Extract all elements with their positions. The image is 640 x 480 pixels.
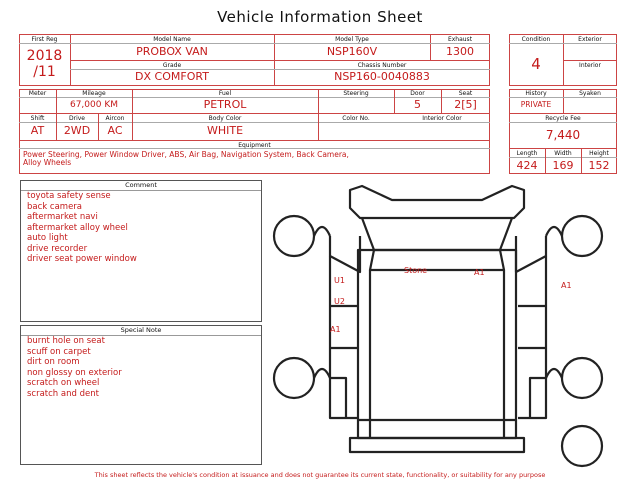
height-value: 152 [588,159,610,172]
chassis-value: NSP160-0040883 [334,70,430,83]
chassis-label: Chassis Number [357,62,407,69]
model-name-label: Model Name [153,36,191,43]
list-item: scratch on wheel [27,378,100,388]
equipment-line-2: Alloy Wheels [23,158,72,167]
meter-label: Meter [28,90,47,97]
list-item: drive recorder [27,243,88,254]
rear-bumper [350,438,524,452]
body-color-value: WHITE [206,124,244,137]
model-type-label: Model Type [335,36,369,43]
equipment-label: Equipment [238,142,271,149]
interior-color-label: Interior Color [422,115,462,122]
list-item: non glossy on exterior [27,367,122,378]
fuel-value: PETROL [203,98,247,111]
seat-label: Seat [458,90,473,97]
body-color-label: Body Color [208,115,242,122]
history-value: PRIVATE [520,100,552,109]
comment-title: Comment [21,181,261,191]
wheel-front-left [274,216,314,256]
list-item: driver seat power window [27,254,137,264]
list-item: aftermarket alloy wheel [27,222,128,233]
interior-label: Interior [579,62,601,69]
exterior-label: Exterior [578,36,602,43]
equipment-line-1: Power Steering, Power Window Driver, ABS, Air Bag, Navigation System, Back Camera, [23,150,349,159]
door-label: Door [410,90,425,97]
list-item: dirt on room [27,357,80,367]
top-view-front [350,186,524,218]
list-item: burnt hole on seat [27,336,105,346]
special-note-list [27,336,122,399]
list-item: toyota safety sense [27,191,111,201]
width-label: Width [554,150,572,157]
mileage-value: 67,000 KM [69,100,119,110]
syaken-label: Syaken [579,90,601,97]
sheet-title: Vehicle Information Sheet [217,8,423,26]
right-side-front [516,236,546,272]
comment-list [27,191,137,265]
u2-mark: U2 [334,297,345,306]
fuel-label: Fuel [218,90,232,97]
first-reg-month: /11 [33,64,56,80]
stone-mark: Stone [404,266,428,275]
top-view-roof-line [370,250,504,270]
condition-value: 4 [531,55,541,73]
exhaust-value: 1300 [446,45,474,58]
list-item: back camera [27,201,82,212]
top-view-body [358,250,516,438]
height-label: Height [589,150,609,157]
length-value: 424 [516,159,538,172]
list-item: scratch and dent [27,388,99,399]
car-condition-diagram [270,178,620,470]
recycle-label: Recycle Fee [545,115,581,122]
history-label: History [525,90,547,97]
footer-disclaimer: This sheet reflects the vehicle's condition at issuance and does not guarantee its current state, functionality, or suitability for any purpose [94,471,546,479]
wheel-rear-right [562,358,602,398]
shift-value: AT [30,124,45,137]
left-rear [330,378,346,418]
list-item: aftermarket navi [27,212,98,222]
spare-wheel [562,426,602,466]
list-item: auto light [27,233,68,243]
model-type-value: NSP160V [326,45,378,58]
aircon-value: AC [107,124,123,137]
right-rear [530,378,546,418]
drive-value: 2WD [63,124,91,137]
a1-right-mark: A1 [561,281,572,290]
steering-label: Steering [343,90,369,97]
left-side-front [330,236,360,272]
top-view-windshield [362,218,512,250]
seat-value: 2[5] [454,98,477,111]
length-label: Length [516,150,538,157]
list-item: scuff on carpet [27,346,91,357]
right-side-body [518,256,546,418]
grade-value: DX COMFORT [135,70,209,83]
mileage-label: Mileage [82,90,106,97]
shift-label: Shift [30,115,45,122]
exhaust-label: Exhaust [447,36,473,43]
u1-mark: U1 [334,276,345,285]
a1-top-mark: A1 [474,268,485,277]
a1-left-mark: A1 [330,325,341,334]
wheel-rear-left [274,358,314,398]
first-reg-label: First Reg [31,36,58,43]
drive-label: Drive [69,115,85,122]
color-no-label: Color No. [342,115,370,122]
grade-label: Grade [162,62,182,69]
condition-label: Condition [521,36,551,43]
aircon-label: Aircon [105,115,125,122]
model-name-value: PROBOX VAN [136,45,208,58]
first-reg-year: 2018 [26,48,63,64]
width-value: 169 [552,159,574,172]
door-value: 5 [414,98,421,111]
recycle-value: 7,440 [545,128,581,142]
special-note-title: Special Note [21,326,261,336]
wheel-front-right [562,216,602,256]
